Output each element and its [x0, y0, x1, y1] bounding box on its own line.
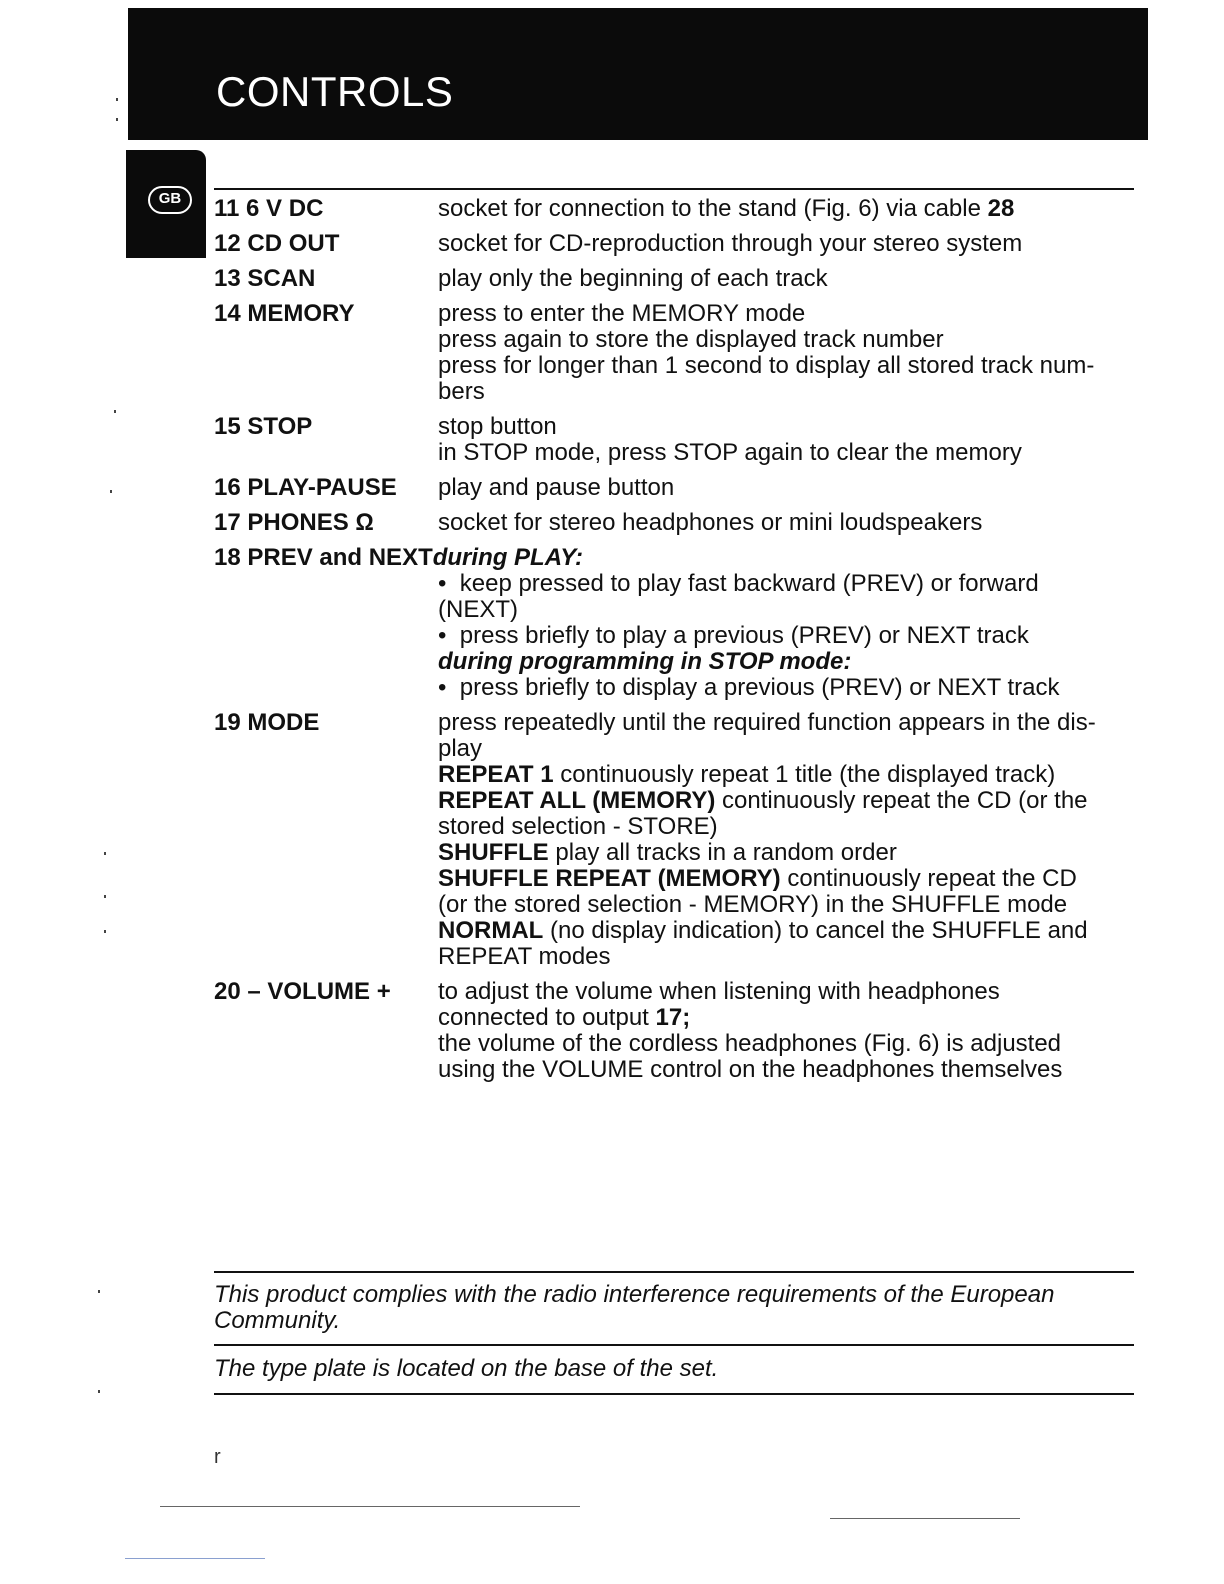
description-line — [438, 1057, 1139, 1083]
control-key: 16 PLAY-PAUSE — [214, 474, 397, 501]
description-line — [438, 979, 1139, 1005]
text-run: press to enter the MEMORY mode — [438, 300, 806, 327]
description-line — [438, 266, 1139, 292]
text-run: continuously repeat the CD (or the — [715, 787, 1088, 814]
text-run: REPEAT 1 — [438, 761, 554, 788]
control-key: 14 MEMORY — [214, 300, 355, 327]
control-key: 20 – VOLUME + — [214, 978, 391, 1005]
text-run: 28 — [987, 195, 1015, 222]
margin-mark — [104, 930, 106, 933]
text-run: continuously repeat 1 title (the displayed track) — [553, 761, 1056, 788]
control-row — [214, 710, 1139, 970]
control-key: 12 CD OUT — [214, 230, 340, 257]
description-line — [438, 440, 1139, 466]
text-run: press briefly to display a previous (PREV) or NEXT track — [459, 674, 1060, 701]
compliance-note: This product complies with the radio interference requirements of the European Community. — [214, 1281, 1055, 1334]
scan-artifact — [160, 1506, 580, 1507]
text-run: REPEAT ALL (MEMORY) — [438, 787, 716, 814]
description-line — [438, 327, 1139, 353]
text-run: continuously repeat the CD — [780, 865, 1077, 892]
margin-mark — [104, 895, 106, 898]
text-run: using the VOLUME control on the headphones themselves — [438, 1056, 1063, 1083]
margin-mark — [110, 490, 112, 493]
control-description — [438, 196, 1139, 222]
top-rule — [214, 188, 1134, 190]
description-line — [438, 649, 1139, 675]
bullet-icon: • — [438, 622, 460, 649]
description-line — [438, 301, 1139, 327]
control-description — [438, 231, 1139, 257]
bullet-icon: • — [438, 674, 460, 701]
bullet-icon: • — [438, 570, 460, 597]
text-run: press repeatedly until the required function appears in the dis- — [438, 709, 1096, 736]
description-line — [438, 196, 1139, 222]
text-run: NORMAL — [438, 917, 544, 944]
control-description — [438, 510, 1139, 536]
text-run: in STOP mode, press STOP again to clear the memory — [438, 439, 1022, 466]
text-run: 17; — [655, 1004, 691, 1031]
control-row — [214, 231, 1139, 257]
description-line — [438, 814, 1139, 840]
text-run: (no display indication) to cancel the SHUFFLE and — [543, 917, 1088, 944]
text-run: REPEAT modes — [438, 943, 611, 970]
control-row — [214, 475, 1139, 501]
text-run: socket for stereo headphones or mini loudspeakers — [438, 509, 983, 536]
control-description — [438, 710, 1139, 970]
language-tab — [126, 150, 206, 258]
scan-artifact — [125, 1558, 265, 1559]
description-line — [438, 840, 1139, 866]
text-run: during programming in STOP mode: — [438, 648, 852, 675]
control-description — [438, 979, 1139, 1083]
margin-mark — [116, 118, 118, 121]
margin-mark — [98, 1390, 100, 1393]
text-run: play all tracks in a random order — [548, 839, 897, 866]
text-run: play and pause button — [438, 474, 675, 501]
description-line — [438, 710, 1139, 736]
text-run: connected to output — [438, 1004, 656, 1031]
notes-rule-bottom — [214, 1393, 1134, 1395]
control-key: 15 STOP — [214, 413, 313, 440]
control-row — [214, 301, 1139, 405]
description-line — [438, 597, 1139, 623]
control-row — [214, 414, 1139, 466]
control-description — [438, 266, 1139, 292]
description-line — [438, 475, 1139, 501]
control-key: 18 PREV and NEXT — [214, 544, 433, 571]
margin-mark — [114, 410, 116, 413]
text-run: the volume of the cordless headphones (Fig. 6) is adjusted — [438, 1030, 1062, 1057]
notes-rule-middle — [214, 1344, 1134, 1346]
notes-rule-top — [214, 1271, 1134, 1273]
scan-artifact — [830, 1518, 1020, 1519]
text-run: play only the beginning of each track — [438, 265, 828, 292]
text-run: (NEXT) — [438, 596, 518, 623]
description-line — [438, 1031, 1139, 1057]
control-description — [438, 301, 1139, 405]
text-run: press for longer than 1 second to display all stored track num- — [438, 352, 1095, 379]
control-prev-next — [214, 545, 1139, 701]
description-line — [438, 736, 1139, 762]
text-run: play — [438, 735, 483, 762]
text-run: socket for CD-reproduction through your stereo system — [438, 230, 1023, 257]
control-description — [438, 414, 1139, 466]
description-line — [438, 762, 1139, 788]
text-run: stop button — [438, 413, 557, 440]
bullet-item — [438, 675, 1139, 701]
margin-mark — [116, 98, 118, 101]
controls-group-1 — [214, 196, 1139, 536]
text-run: (or the stored selection - MEMORY) in the SHUFFLE mode — [438, 891, 1068, 918]
margin-mark — [104, 852, 106, 855]
description-line — [438, 379, 1139, 405]
control-row — [214, 979, 1139, 1083]
text-run: press briefly to play a previous (PREV) or NEXT track — [459, 622, 1029, 649]
description-line — [438, 353, 1139, 379]
bullet-item — [438, 623, 1139, 649]
description-line — [438, 510, 1139, 536]
margin-mark — [98, 1290, 100, 1293]
text-run: SHUFFLE — [438, 839, 549, 866]
control-key: 13 SCAN — [214, 265, 316, 292]
control-row — [214, 266, 1139, 292]
description-line — [438, 866, 1139, 892]
text-run: press again to store the displayed track number — [438, 326, 944, 353]
description-line — [438, 918, 1139, 944]
text-run: socket for connection to the stand (Fig. 6) via cable — [438, 195, 988, 222]
during-play-label: during PLAY: — [432, 544, 583, 571]
description-line — [438, 231, 1139, 257]
text-run: stored selection - STORE) — [438, 813, 718, 840]
page-mark: r — [214, 1446, 221, 1468]
text-run: to adjust the volume when listening with headphones — [438, 978, 1000, 1005]
control-key: 11 6 V DC — [214, 195, 324, 222]
control-description — [214, 571, 1139, 701]
header-bar — [128, 8, 1148, 140]
description-line — [438, 1005, 1139, 1031]
page-title: CONTROLS — [216, 68, 454, 115]
control-key: 19 MODE — [214, 709, 320, 736]
bullet-item — [438, 571, 1139, 597]
type-plate-note: The type plate is located on the base of the set. — [214, 1355, 719, 1382]
description-line — [438, 944, 1139, 970]
control-key: 17 PHONES Ω — [214, 509, 374, 536]
description-line — [438, 892, 1139, 918]
control-row — [214, 196, 1139, 222]
control-description — [438, 475, 1139, 501]
controls-list — [214, 196, 1139, 1092]
description-line — [438, 788, 1139, 814]
description-line — [438, 414, 1139, 440]
text-run: bers — [438, 378, 485, 405]
language-badge: GB — [148, 186, 192, 214]
controls-group-2 — [214, 710, 1139, 1083]
control-row — [214, 510, 1139, 536]
text-run: keep pressed to play fast backward (PREV) or forward — [459, 570, 1039, 597]
text-run: SHUFFLE REPEAT (MEMORY) — [438, 865, 781, 892]
